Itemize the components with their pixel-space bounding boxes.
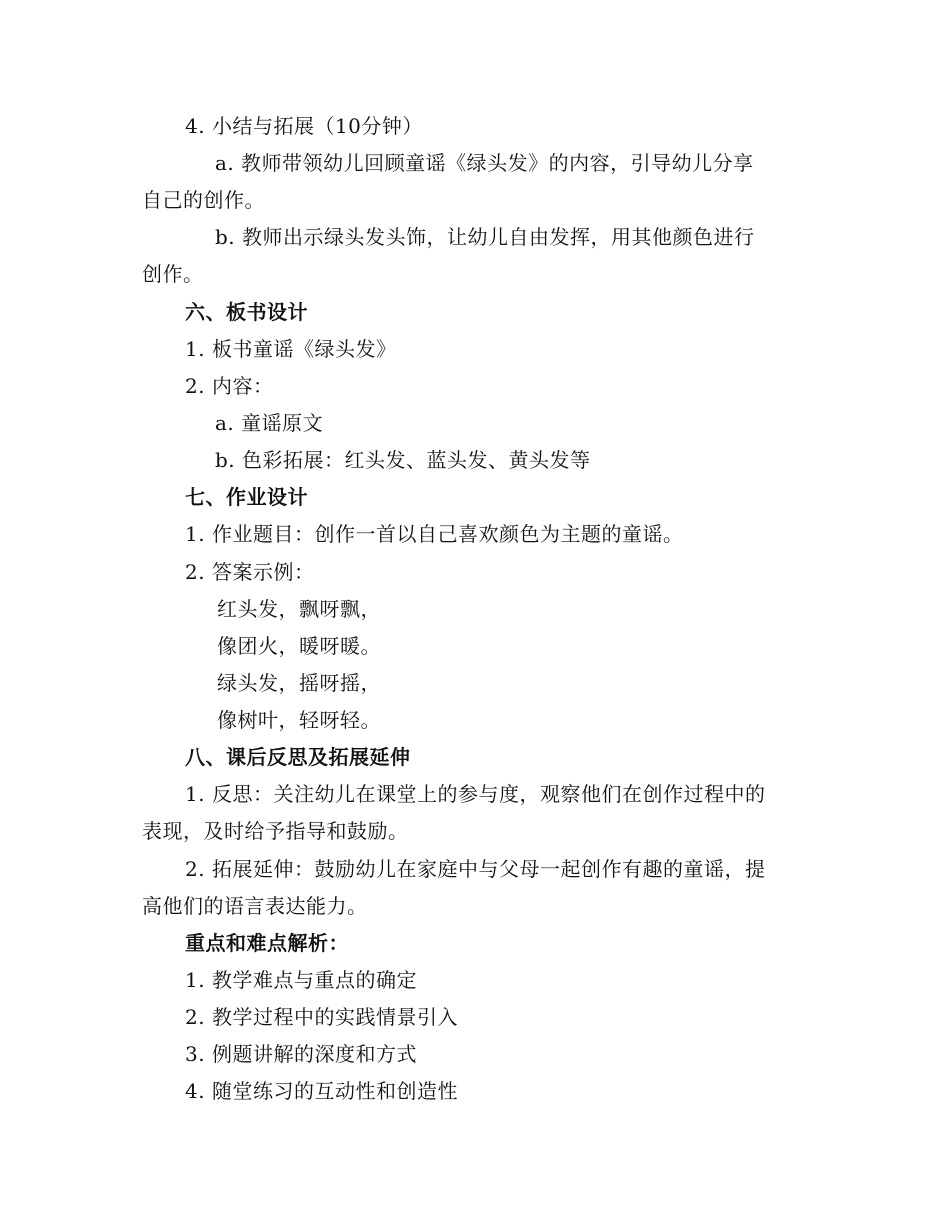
reflection-item-2-line2: 高他们的语言表达能力。 [142,894,368,918]
board-design-heading: 六、板书设计 [185,300,308,324]
analysis-item: 3. 例题讲解的深度和方式 [185,1042,417,1066]
homework-item-2: 2. 答案示例： [185,560,315,584]
board-sub-a: a. 童谣原文 [215,411,324,435]
section-4-item-b-line1: b. 教师出示绿头发头饰，让幼儿自由发挥，用其他颜色进行 [215,225,755,249]
reflection-item-1-line1: 1. 反思：关注幼儿在课堂上的参与度，观察他们在创作过程中的 [185,782,766,806]
homework-heading: 七、作业设计 [185,485,308,509]
section-4-title: 4. 小结与拓展（10分钟） [185,114,423,138]
poem-line: 红头发，飘呀飘， [217,597,381,621]
analysis-item: 1. 教学难点与重点的确定 [185,968,417,992]
analysis-item: 2. 教学过程中的实践情景引入 [185,1005,458,1029]
reflection-heading: 八、课后反思及拓展延伸 [185,745,411,769]
board-item-1: 1. 板书童谣《绿头发》 [185,337,397,361]
section-4-item-a-line2: 自己的创作。 [142,188,265,212]
section-4-item-a-line1: a. 教师带领幼儿回顾童谣《绿头发》的内容，引导幼儿分享 [215,151,754,175]
board-item-2: 2. 内容： [185,374,274,398]
poem-line: 像团火，暖呀暖。 [217,634,381,658]
analysis-heading: 重点和难点解析： [185,931,349,955]
homework-item-1: 1. 作业题目：创作一首以自己喜欢颜色为主题的童谣。 [185,522,684,546]
poem-line: 像树叶，轻呀轻。 [217,708,381,732]
board-sub-b: b. 色彩拓展：红头发、蓝头发、黄头发等 [215,448,591,472]
reflection-item-1-line2: 表现，及时给予指导和鼓励。 [142,819,409,843]
section-4-item-b-line2: 创作。 [142,262,204,286]
poem-line: 绿头发，摇呀摇， [217,671,381,695]
reflection-item-2-line1: 2. 拓展延伸：鼓励幼儿在家庭中与父母一起创作有趣的童谣，提 [185,857,766,881]
analysis-item: 4. 随堂练习的互动性和创造性 [185,1079,458,1103]
